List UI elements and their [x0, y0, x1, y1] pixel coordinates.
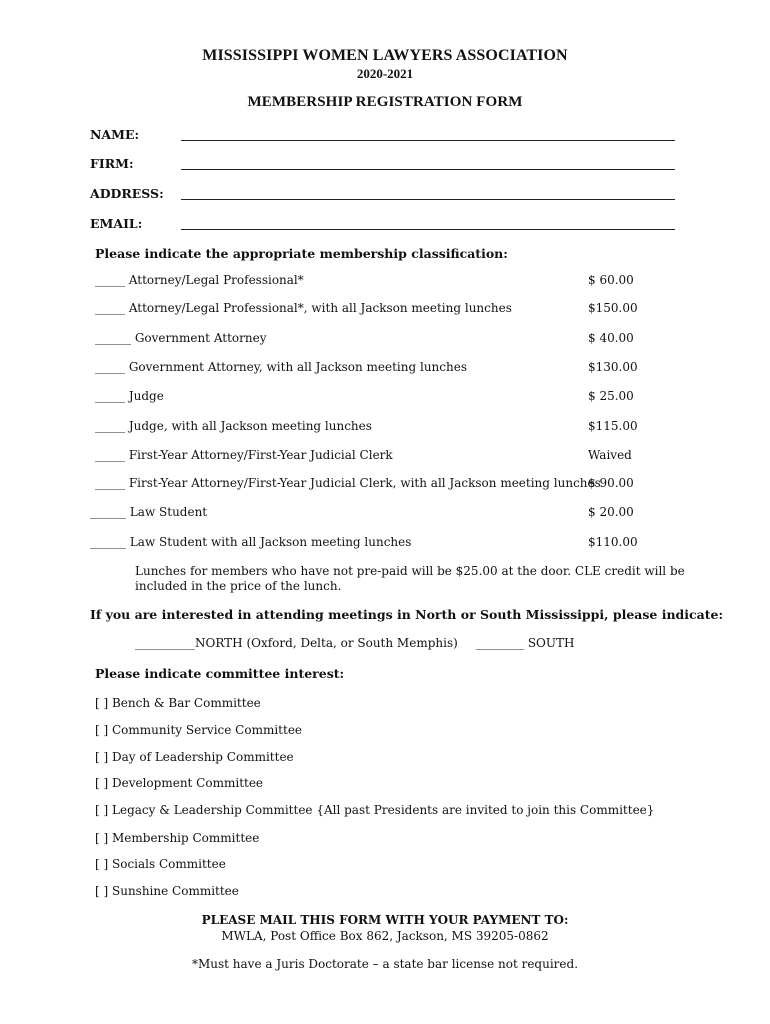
- option-law-student[interactable]: ______ Law Student: [90, 505, 208, 519]
- option-judge-lunches[interactable]: _____ Judge, with all Jackson meeting lunches: [95, 419, 372, 433]
- option-attorney[interactable]: _____ Attorney/Legal Professional*: [95, 273, 304, 287]
- form-year: 2020-2021: [356, 66, 414, 81]
- option-law-student-lunches[interactable]: ______ Law Student with all Jackson meeting lunches: [90, 535, 412, 549]
- email-label: EMAIL:: [90, 216, 143, 231]
- classification-heading: Please indicate the appropriate membership classification:: [95, 246, 508, 261]
- lunch-note-line1: Lunches for members who have not pre-paid will be $25.00 at the door. CLE credit will be: [135, 564, 685, 578]
- price-first-year: Waived: [588, 448, 632, 462]
- committee-socials[interactable]: [ ] Socials Committee: [95, 857, 226, 871]
- firm-field-line[interactable]: [181, 169, 675, 170]
- price-attorney-lunches: $150.00: [588, 301, 638, 315]
- price-government-lunches: $130.00: [588, 360, 638, 374]
- juris-doctorate-note: *Must have a Juris Doctorate – a state bar license not required.: [191, 957, 579, 971]
- name-label: NAME:: [90, 127, 140, 142]
- name-field-line[interactable]: [181, 140, 675, 141]
- committee-community-service[interactable]: [ ] Community Service Committee: [95, 723, 303, 737]
- option-government-lunches[interactable]: _____ Government Attorney, with all Jackson meeting lunches: [95, 360, 467, 374]
- committee-sunshine[interactable]: [ ] Sunshine Committee: [95, 884, 239, 898]
- option-first-year[interactable]: _____ First-Year Attorney/First-Year Judicial Clerk: [95, 448, 393, 462]
- mail-address: MWLA, Post Office Box 862, Jackson, MS 39205-0862: [221, 929, 549, 943]
- org-title: MISSISSIPPI WOMEN LAWYERS ASSOCIATION: [202, 47, 568, 64]
- price-government: $ 40.00: [588, 331, 634, 345]
- option-government[interactable]: ______ Government Attorney: [95, 331, 267, 345]
- committee-day-of-leadership[interactable]: [ ] Day of Leadership Committee: [95, 750, 294, 764]
- price-law-student: $ 20.00: [588, 505, 634, 519]
- price-first-year-lunches: $ 90.00: [588, 476, 634, 490]
- committee-development[interactable]: [ ] Development Committee: [95, 776, 264, 790]
- price-attorney: $ 60.00: [588, 273, 634, 287]
- option-attorney-lunches[interactable]: _____ Attorney/Legal Professional*, with all Jackson meeting lunches: [95, 301, 512, 315]
- price-judge: $ 25.00: [588, 389, 634, 403]
- address-field-line[interactable]: [181, 199, 675, 200]
- committee-membership[interactable]: [ ] Membership Committee: [95, 831, 260, 845]
- committee-heading: Please indicate committee interest:: [95, 666, 345, 681]
- committee-bench-bar[interactable]: [ ] Bench & Bar Committee: [95, 696, 261, 710]
- option-judge[interactable]: _____ Judge: [95, 389, 164, 403]
- price-law-student-lunches: $110.00: [588, 535, 638, 549]
- address-label: ADDRESS:: [90, 186, 164, 201]
- firm-label: FIRM:: [90, 156, 134, 171]
- mail-heading: PLEASE MAIL THIS FORM WITH YOUR PAYMENT TO:: [201, 913, 569, 927]
- price-judge-lunches: $115.00: [588, 419, 638, 433]
- lunch-note-line2: included in the price of the lunch.: [135, 579, 342, 593]
- region-north[interactable]: __________NORTH (Oxford, Delta, or South Memphis): [135, 636, 458, 650]
- region-south[interactable]: ________ SOUTH: [476, 636, 575, 650]
- region-heading: If you are interested in attending meetings in North or South Mississippi, please indicate:: [90, 607, 724, 622]
- form-title: MEMBERSHIP REGISTRATION FORM: [247, 94, 523, 110]
- committee-legacy-leadership[interactable]: [ ] Legacy & Leadership Committee {All past Presidents are invited to join this Committee}: [95, 803, 655, 817]
- option-first-year-lunches[interactable]: _____ First-Year Attorney/First-Year Judicial Clerk, with all Jackson meeting lunches: [95, 476, 601, 490]
- email-field-line[interactable]: [181, 229, 675, 230]
